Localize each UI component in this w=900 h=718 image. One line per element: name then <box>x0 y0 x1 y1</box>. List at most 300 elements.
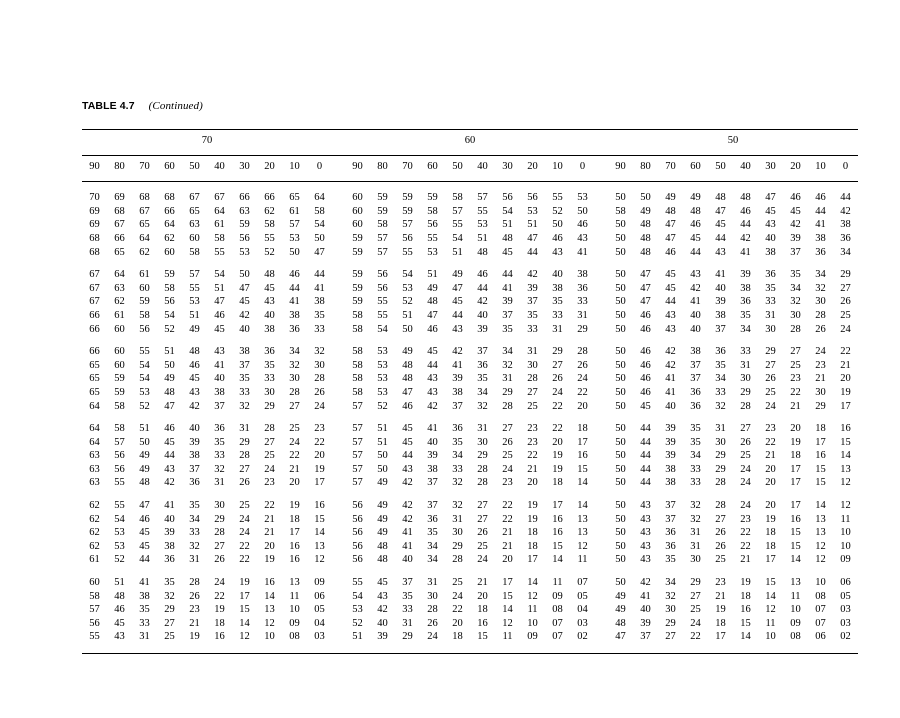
cell-b3-r3-g50-c4: 29 <box>715 463 726 475</box>
cell-b5-r2-g50-c0: 49 <box>615 604 626 616</box>
group-gap <box>332 268 345 282</box>
cell-b4-r4-g70-c7: 19 <box>264 554 275 566</box>
cell-b5-r0-g60-c5: 21 <box>477 577 488 589</box>
table-row <box>82 436 858 450</box>
group-gap <box>595 513 608 527</box>
cell-b5-r2-g60-c3: 28 <box>427 604 438 616</box>
cell-b0-r2-g60-c7: 51 <box>527 219 538 231</box>
cell-b4-r1-g60-c5: 27 <box>477 513 488 525</box>
cell-b3-r3-g60-c1: 50 <box>377 463 388 475</box>
column-header-50-30: 30 <box>765 160 776 172</box>
cell-b4-r0-g60-c2: 42 <box>402 500 413 512</box>
cell-b2-r3-g70-c7: 30 <box>264 386 275 398</box>
cell-b3-r2-g50-c7: 18 <box>790 450 801 462</box>
cell-b2-r2-g60-c2: 48 <box>402 373 413 385</box>
cell-b1-r3-g60-c8: 33 <box>552 309 563 321</box>
column-header-70-20: 20 <box>264 160 275 172</box>
cell-b2-r2-g70-c6: 35 <box>239 373 250 385</box>
cell-b2-r1-g70-c2: 54 <box>139 359 150 371</box>
cell-b2-r1-g60-c1: 53 <box>377 359 388 371</box>
cell-b4-r3-g50-c7: 15 <box>790 540 801 552</box>
cell-b3-r3-g50-c2: 38 <box>665 463 676 475</box>
cell-b3-r0-g70-c3: 46 <box>164 423 175 435</box>
cell-b0-r2-g50-c2: 47 <box>665 219 676 231</box>
cell-b1-r4-g50-c2: 43 <box>665 323 676 335</box>
cell-b0-r2-g60-c4: 55 <box>452 219 463 231</box>
cell-b1-r2-g70-c5: 47 <box>214 296 225 308</box>
cell-b1-r3-g60-c6: 37 <box>502 309 513 321</box>
cell-b1-r1-g70-c2: 60 <box>139 282 150 294</box>
cell-b4-r4-g60-c8: 14 <box>552 554 563 566</box>
cell-b2-r3-g70-c6: 33 <box>239 386 250 398</box>
cell-b5-r2-g50-c1: 40 <box>640 604 651 616</box>
cell-b4-r2-g50-c4: 26 <box>715 527 726 539</box>
cell-b1-r2-g70-c3: 56 <box>164 296 175 308</box>
cell-b3-r2-g70-c8: 22 <box>289 450 300 462</box>
cell-b3-r3-g50-c0: 50 <box>615 463 626 475</box>
cell-b1-r4-g60-c5: 39 <box>477 323 488 335</box>
cell-b5-r3-g60-c1: 40 <box>377 617 388 629</box>
group-gap <box>595 130 608 152</box>
cell-b2-r0-g50-c7: 27 <box>790 346 801 358</box>
cell-b4-r3-g70-c1: 53 <box>114 540 125 552</box>
cell-b3-r1-g60-c5: 30 <box>477 436 488 448</box>
cell-b0-r1-g60-c5: 55 <box>477 205 488 217</box>
table-row <box>82 323 858 337</box>
cell-b3-r3-g50-c8: 15 <box>815 463 826 475</box>
cell-b0-r3-g60-c6: 48 <box>502 232 513 244</box>
cell-b1-r3-g70-c4: 51 <box>189 309 200 321</box>
cell-b1-r0-g60-c1: 56 <box>377 269 388 281</box>
cell-b4-r1-g70-c1: 54 <box>114 513 125 525</box>
cell-b3-r1-g50-c1: 44 <box>640 436 651 448</box>
cell-b5-r3-g60-c2: 31 <box>402 617 413 629</box>
cell-b1-r1-g70-c3: 58 <box>164 282 175 294</box>
table-row <box>82 268 858 282</box>
cell-b5-r0-g50-c9: 06 <box>840 577 851 589</box>
cell-b0-r1-g70-c4: 65 <box>189 205 200 217</box>
cell-b1-r3-g50-c5: 35 <box>740 309 751 321</box>
cell-b3-r1-g70-c5: 35 <box>214 436 225 448</box>
cell-b3-r1-g70-c1: 57 <box>114 436 125 448</box>
cell-b4-r3-g70-c6: 22 <box>239 540 250 552</box>
cell-b5-r3-g50-c2: 29 <box>665 617 676 629</box>
cell-b1-r0-g50-c9: 29 <box>840 269 851 281</box>
cell-b3-r2-g50-c9: 14 <box>840 450 851 462</box>
cell-b4-r4-g60-c5: 24 <box>477 554 488 566</box>
cell-b5-r3-g70-c7: 12 <box>264 617 275 629</box>
cell-b0-r0-g60-c8: 55 <box>552 192 563 204</box>
cell-b5-r2-g70-c6: 15 <box>239 604 250 616</box>
spacer-cell <box>82 413 858 422</box>
cell-b1-r0-g70-c3: 59 <box>164 269 175 281</box>
cell-b3-r2-g50-c3: 34 <box>690 450 701 462</box>
group-title-60: 60 <box>464 135 476 146</box>
cell-b0-r1-g70-c8: 61 <box>289 205 300 217</box>
cell-b3-r0-g70-c7: 28 <box>264 423 275 435</box>
cell-b3-r4-g50-c9: 12 <box>840 477 851 489</box>
cell-b4-r1-g50-c8: 13 <box>815 513 826 525</box>
cell-b1-r1-g70-c0: 67 <box>89 282 100 294</box>
cell-b0-r2-g70-c2: 65 <box>139 219 150 231</box>
cell-b3-r0-g50-c7: 20 <box>790 423 801 435</box>
cell-b5-r2-g50-c6: 12 <box>765 604 776 616</box>
cell-b2-r3-g50-c4: 33 <box>715 386 726 398</box>
cell-b0-r0-g50-c6: 47 <box>765 192 776 204</box>
cell-b1-r1-g60-c3: 49 <box>427 282 438 294</box>
cell-b2-r3-g50-c7: 22 <box>790 386 801 398</box>
cell-b2-r4-g60-c4: 37 <box>452 400 463 412</box>
cell-b5-r1-g70-c0: 58 <box>89 590 100 602</box>
cell-b2-r1-g60-c8: 27 <box>552 359 563 371</box>
cell-b3-r3-g60-c2: 43 <box>402 463 413 475</box>
cell-b5-r1-g50-c7: 11 <box>790 590 801 602</box>
cell-b3-r2-g70-c0: 63 <box>89 450 100 462</box>
cell-b5-r2-g60-c1: 42 <box>377 604 388 616</box>
cell-b0-r1-g60-c1: 59 <box>377 205 388 217</box>
cell-b2-r4-g50-c8: 29 <box>815 400 826 412</box>
cell-b4-r1-g70-c9: 15 <box>314 513 325 525</box>
cell-b2-r0-g50-c8: 24 <box>815 346 826 358</box>
cell-b5-r4-g70-c9: 03 <box>314 631 325 643</box>
cell-b3-r3-g60-c3: 38 <box>427 463 438 475</box>
cell-b1-r4-g50-c6: 30 <box>765 323 776 335</box>
cell-b2-r2-g50-c8: 21 <box>815 373 826 385</box>
cell-b4-r3-g70-c5: 27 <box>214 540 225 552</box>
cell-b3-r4-g60-c5: 28 <box>477 477 488 489</box>
cell-b0-r0-g60-c1: 59 <box>377 192 388 204</box>
cell-b3-r4-g70-c1: 55 <box>114 477 125 489</box>
cell-b3-r0-g70-c8: 25 <box>289 423 300 435</box>
cell-b0-r1-g70-c9: 58 <box>314 205 325 217</box>
cell-b2-r2-g70-c8: 30 <box>289 373 300 385</box>
cell-b1-r2-g60-c2: 52 <box>402 296 413 308</box>
cell-b4-r0-g60-c7: 19 <box>527 500 538 512</box>
cell-b5-r3-g70-c9: 04 <box>314 617 325 629</box>
cell-b1-r1-g60-c2: 53 <box>402 282 413 294</box>
cell-b2-r1-g70-c4: 46 <box>189 359 200 371</box>
cell-b0-r1-g50-c1: 49 <box>640 205 651 217</box>
column-header-50-0: 0 <box>842 160 849 172</box>
cell-b1-r1-g50-c2: 45 <box>665 282 676 294</box>
table-row <box>82 422 858 436</box>
cell-b1-r0-g70-c6: 50 <box>239 269 250 281</box>
group-gap <box>595 155 608 178</box>
cell-b2-r2-g60-c9: 24 <box>577 373 588 385</box>
cell-b4-r0-g50-c0: 50 <box>615 500 626 512</box>
cell-b3-r0-g50-c3: 35 <box>690 423 701 435</box>
cell-b0-r2-g70-c4: 63 <box>189 219 200 231</box>
cell-b3-r1-g70-c0: 64 <box>89 436 100 448</box>
table-row <box>82 345 858 359</box>
cell-b2-r4-g60-c1: 52 <box>377 400 388 412</box>
table-row <box>82 576 858 590</box>
cell-b0-r2-g60-c5: 53 <box>477 219 488 231</box>
cell-b5-r0-g50-c2: 34 <box>665 577 676 589</box>
cell-b3-r1-g50-c5: 26 <box>740 436 751 448</box>
cell-b1-r4-g60-c6: 35 <box>502 323 513 335</box>
cell-b1-r3-g60-c0: 58 <box>352 309 363 321</box>
cell-b3-r1-g70-c8: 24 <box>289 436 300 448</box>
cell-b0-r2-g50-c1: 48 <box>640 219 651 231</box>
cell-b0-r0-g50-c7: 46 <box>790 192 801 204</box>
cell-b2-r0-g60-c6: 34 <box>502 346 513 358</box>
cell-b4-r0-g70-c4: 35 <box>189 500 200 512</box>
table-number: TABLE 4.7 <box>82 100 135 112</box>
cell-b3-r0-g50-c4: 31 <box>715 423 726 435</box>
group-gap <box>332 603 345 617</box>
cell-b5-r3-g70-c3: 27 <box>164 617 175 629</box>
cell-b4-r2-g60-c1: 49 <box>377 527 388 539</box>
cell-b1-r2-g70-c6: 45 <box>239 296 250 308</box>
cell-b1-r2-g50-c2: 44 <box>665 296 676 308</box>
cell-b2-r0-g50-c9: 22 <box>840 346 851 358</box>
cell-b2-r2-g60-c1: 53 <box>377 373 388 385</box>
cell-b1-r4-g50-c7: 28 <box>790 323 801 335</box>
cell-b0-r3-g50-c2: 47 <box>665 232 676 244</box>
cell-b5-r4-g70-c1: 43 <box>114 631 125 643</box>
cell-b2-r1-g60-c3: 44 <box>427 359 438 371</box>
cell-b4-r2-g60-c7: 18 <box>527 527 538 539</box>
cell-b4-r3-g60-c5: 25 <box>477 540 488 552</box>
cell-b2-r1-g50-c3: 37 <box>690 359 701 371</box>
cell-b3-r1-g50-c6: 22 <box>765 436 776 448</box>
cell-b5-r4-g60-c8: 07 <box>552 631 563 643</box>
cell-b1-r2-g50-c5: 36 <box>740 296 751 308</box>
cell-b3-r0-g50-c8: 18 <box>815 423 826 435</box>
cell-b4-r3-g70-c8: 16 <box>289 540 300 552</box>
cell-b5-r2-g50-c2: 30 <box>665 604 676 616</box>
cell-b4-r4-g60-c7: 17 <box>527 554 538 566</box>
cell-b4-r0-g50-c9: 12 <box>840 500 851 512</box>
cell-b2-r0-g60-c3: 45 <box>427 346 438 358</box>
cell-b3-r1-g50-c4: 30 <box>715 436 726 448</box>
group-gap <box>332 590 345 604</box>
cell-b5-r1-g50-c2: 32 <box>665 590 676 602</box>
cell-b1-r0-g50-c6: 36 <box>765 269 776 281</box>
cell-b5-r2-g50-c4: 19 <box>715 604 726 616</box>
cell-b0-r0-g50-c3: 49 <box>690 192 701 204</box>
cell-b2-r1-g60-c6: 32 <box>502 359 513 371</box>
cell-b2-r4-g70-c4: 42 <box>189 400 200 412</box>
cell-b5-r1-g70-c6: 17 <box>239 590 250 602</box>
cell-b2-r2-g50-c0: 50 <box>615 373 626 385</box>
cell-b2-r3-g60-c1: 53 <box>377 386 388 398</box>
cell-b3-r3-g50-c3: 33 <box>690 463 701 475</box>
cell-b4-r1-g60-c6: 22 <box>502 513 513 525</box>
table-row <box>82 499 858 513</box>
group-title-50: 50 <box>727 135 739 146</box>
cell-b2-r4-g70-c9: 24 <box>314 400 325 412</box>
cell-b4-r4-g50-c5: 21 <box>740 554 751 566</box>
cell-b4-r1-g70-c2: 46 <box>139 513 150 525</box>
cell-b1-r1-g50-c8: 32 <box>815 282 826 294</box>
cell-b4-r3-g60-c7: 18 <box>527 540 538 552</box>
cell-b1-r4-g50-c1: 46 <box>640 323 651 335</box>
cell-b3-r1-g60-c1: 51 <box>377 436 388 448</box>
column-header-50-10: 10 <box>815 160 826 172</box>
cell-b0-r0-g70-c9: 64 <box>314 192 325 204</box>
cell-b0-r4-g70-c8: 50 <box>289 246 300 258</box>
cell-b1-r1-g60-c0: 59 <box>352 282 363 294</box>
cell-b3-r0-g70-c5: 36 <box>214 423 225 435</box>
cell-b3-r2-g50-c8: 16 <box>815 450 826 462</box>
group-gap <box>595 218 608 232</box>
cell-b1-r3-g60-c5: 40 <box>477 309 488 321</box>
cell-b2-r1-g50-c8: 23 <box>815 359 826 371</box>
cell-b1-r1-g60-c7: 39 <box>527 282 538 294</box>
cell-b0-r1-g50-c7: 45 <box>790 205 801 217</box>
cell-b5-r3-g60-c3: 26 <box>427 617 438 629</box>
cell-b3-r4-g60-c8: 18 <box>552 477 563 489</box>
cell-b0-r0-g70-c5: 67 <box>214 192 225 204</box>
cell-b2-r4-g60-c8: 22 <box>552 400 563 412</box>
spacer-cell <box>82 336 858 345</box>
table-row <box>82 603 858 617</box>
cell-b4-r3-g50-c8: 12 <box>815 540 826 552</box>
column-header-row <box>82 155 858 178</box>
group-gap <box>595 295 608 309</box>
cell-b0-r3-g50-c6: 40 <box>765 232 776 244</box>
group-gap <box>595 372 608 386</box>
cell-b3-r0-g60-c0: 57 <box>352 423 363 435</box>
cell-b0-r4-g50-c2: 46 <box>665 246 676 258</box>
cell-b2-r4-g50-c4: 32 <box>715 400 726 412</box>
cell-b4-r1-g50-c1: 43 <box>640 513 651 525</box>
cell-b4-r4-g50-c2: 35 <box>665 554 676 566</box>
cell-b4-r0-g60-c8: 17 <box>552 500 563 512</box>
cell-b4-r2-g60-c9: 13 <box>577 527 588 539</box>
column-header-70-10: 10 <box>289 160 300 172</box>
cell-b2-r3-g60-c7: 27 <box>527 386 538 398</box>
cell-b1-r2-g50-c7: 32 <box>790 296 801 308</box>
group-header-row <box>82 130 858 152</box>
table-row <box>82 232 858 246</box>
cell-b1-r0-g50-c0: 50 <box>615 269 626 281</box>
cell-b1-r2-g70-c2: 59 <box>139 296 150 308</box>
cell-b1-r2-g60-c4: 45 <box>452 296 463 308</box>
cell-b1-r4-g60-c1: 54 <box>377 323 388 335</box>
cell-b0-r3-g50-c4: 44 <box>715 232 726 244</box>
cell-b1-r0-g70-c5: 54 <box>214 269 225 281</box>
cell-b1-r3-g50-c9: 25 <box>840 309 851 321</box>
cell-b1-r0-g70-c1: 64 <box>114 269 125 281</box>
cell-b5-r4-g50-c6: 10 <box>765 631 776 643</box>
cell-b2-r3-g70-c3: 48 <box>164 386 175 398</box>
cell-b2-r0-g50-c0: 50 <box>615 346 626 358</box>
cell-b0-r4-g70-c4: 58 <box>189 246 200 258</box>
cell-b3-r2-g50-c2: 39 <box>665 450 676 462</box>
group-gap <box>595 436 608 450</box>
cell-b0-r0-g50-c4: 48 <box>715 192 726 204</box>
group-gap <box>332 617 345 631</box>
cell-b0-r3-g60-c0: 59 <box>352 232 363 244</box>
cell-b4-r0-g60-c4: 32 <box>452 500 463 512</box>
cell-b2-r2-g70-c1: 59 <box>114 373 125 385</box>
cell-b4-r4-g70-c1: 52 <box>114 554 125 566</box>
cell-b0-r2-g70-c9: 54 <box>314 219 325 231</box>
cell-b3-r3-g60-c6: 24 <box>502 463 513 475</box>
cell-b0-r2-g70-c1: 67 <box>114 219 125 231</box>
column-header-60-0: 0 <box>579 160 586 172</box>
cell-b1-r3-g70-c8: 38 <box>289 309 300 321</box>
cell-b3-r3-g50-c6: 20 <box>765 463 776 475</box>
cell-b4-r3-g50-c2: 36 <box>665 540 676 552</box>
cell-b4-r4-g70-c2: 44 <box>139 554 150 566</box>
cell-b3-r0-g60-c2: 45 <box>402 423 413 435</box>
group-gap <box>595 422 608 436</box>
table-row <box>82 309 858 323</box>
cell-b1-r3-g50-c1: 46 <box>640 309 651 321</box>
cell-b4-r2-g70-c4: 33 <box>189 527 200 539</box>
group-gap <box>332 309 345 323</box>
cell-b1-r1-g50-c7: 34 <box>790 282 801 294</box>
cell-b2-r3-g50-c1: 46 <box>640 386 651 398</box>
cell-b1-r4-g60-c9: 29 <box>577 323 588 335</box>
cell-b4-r1-g50-c7: 16 <box>790 513 801 525</box>
cell-b2-r3-g60-c5: 34 <box>477 386 488 398</box>
cell-b5-r3-g60-c0: 52 <box>352 617 363 629</box>
cell-b1-r0-g50-c4: 41 <box>715 269 726 281</box>
cell-b0-r1-g70-c1: 68 <box>114 205 125 217</box>
cell-b4-r3-g60-c2: 41 <box>402 540 413 552</box>
cell-b3-r1-g70-c4: 39 <box>189 436 200 448</box>
cell-b4-r1-g70-c7: 21 <box>264 513 275 525</box>
group-gap <box>595 553 608 567</box>
cell-b2-r0-g70-c3: 51 <box>164 346 175 358</box>
cell-b1-r4-g70-c2: 56 <box>139 323 150 335</box>
cell-b3-r3-g70-c9: 19 <box>314 463 325 475</box>
cell-b2-r2-g50-c4: 34 <box>715 373 726 385</box>
cell-b5-r3-g70-c1: 45 <box>114 617 125 629</box>
cell-b4-r3-g70-c2: 45 <box>139 540 150 552</box>
cell-b3-r0-g60-c9: 18 <box>577 423 588 435</box>
cell-b3-r3-g70-c0: 63 <box>89 463 100 475</box>
cell-b2-r4-g50-c0: 50 <box>615 400 626 412</box>
row-group-spacer <box>82 259 858 268</box>
cell-b5-r3-g60-c6: 12 <box>502 617 513 629</box>
cell-b0-r2-g60-c8: 50 <box>552 219 563 231</box>
column-header-70-30: 30 <box>239 160 250 172</box>
cell-b3-r4-g70-c3: 42 <box>164 477 175 489</box>
column-header-50-40: 40 <box>740 160 751 172</box>
cell-b1-r2-g70-c8: 41 <box>289 296 300 308</box>
cell-b2-r4-g50-c1: 45 <box>640 400 651 412</box>
cell-b2-r0-g70-c0: 66 <box>89 346 100 358</box>
cell-b3-r0-g50-c9: 16 <box>840 423 851 435</box>
cell-b0-r2-g60-c3: 56 <box>427 219 438 231</box>
cell-b2-r1-g50-c9: 21 <box>840 359 851 371</box>
cell-b4-r2-g70-c7: 21 <box>264 527 275 539</box>
cell-b5-r0-g50-c8: 10 <box>815 577 826 589</box>
cell-b4-r2-g70-c1: 53 <box>114 527 125 539</box>
cell-b5-r2-g50-c9: 03 <box>840 604 851 616</box>
row-group-spacer <box>82 182 858 192</box>
cell-b5-r4-g60-c1: 39 <box>377 631 388 643</box>
cell-b2-r1-g60-c5: 36 <box>477 359 488 371</box>
cell-b0-r1-g60-c6: 54 <box>502 205 513 217</box>
cell-b2-r2-g70-c0: 65 <box>89 373 100 385</box>
cell-b4-r0-g50-c1: 43 <box>640 500 651 512</box>
cell-b2-r0-g50-c2: 42 <box>665 346 676 358</box>
cell-b4-r4-g60-c9: 11 <box>577 554 588 566</box>
cell-b1-r2-g50-c4: 39 <box>715 296 726 308</box>
cell-b0-r2-g70-c3: 64 <box>164 219 175 231</box>
cell-b5-r1-g60-c9: 05 <box>577 590 588 602</box>
cell-b3-r2-g70-c9: 20 <box>314 450 325 462</box>
cell-b5-r2-g60-c5: 18 <box>477 604 488 616</box>
cell-b0-r2-g70-c6: 59 <box>239 219 250 231</box>
